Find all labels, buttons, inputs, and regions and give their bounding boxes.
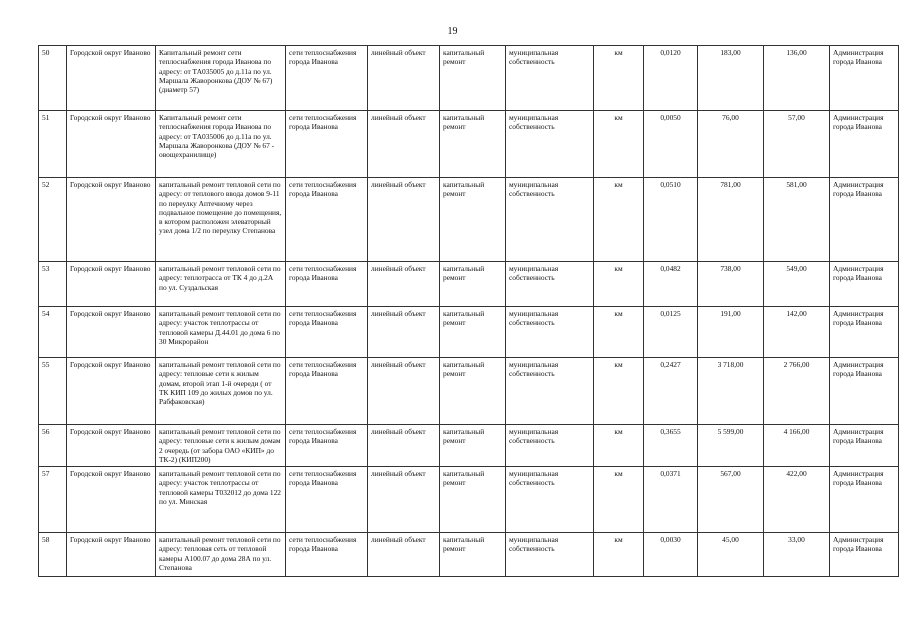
description-cell: капитальный ремонт тепловой сети по адресу: от теплового ввода домов 9-11 по переулку Аптечному через подвальное помещение до помещения, в котором расположен элеваторный узел дома 1/2 по переулку Степанова: [156, 178, 286, 262]
row-number-cell: 54: [39, 307, 67, 358]
table-row: [39, 178, 899, 262]
network-cell: сети теплоснабжения города Иванова: [286, 111, 368, 178]
value1-cell: 738,00: [698, 262, 764, 307]
network-cell: сети теплоснабжения города Иванова: [286, 467, 368, 533]
owner-cell: Администрация города Иванова: [830, 533, 899, 577]
ownership-cell: муниципальная собственность: [506, 46, 594, 111]
district-cell: Городской округ Иваново: [67, 111, 156, 178]
length-cell: 0,3655: [644, 425, 698, 467]
table-row: [39, 425, 899, 467]
object-type-cell: линейный объект: [368, 46, 440, 111]
description-cell: капитальный ремонт тепловой сети по адресу: тепловые сети к жилым домам, второй этап 1-й очереди ( от ТК КИП 109 до жилых домов по ул. Рабфаковская): [156, 358, 286, 425]
row-number-cell: 58: [39, 533, 67, 577]
description-cell: капитальный ремонт тепловой сети по адресу: участок теплотрассы от тепловой камеры Д.44.01 до дома 6 по 30 Микрорайон: [156, 307, 286, 358]
table-row: [39, 111, 899, 178]
value1-cell: 191,00: [698, 307, 764, 358]
length-cell: 0,0371: [644, 467, 698, 533]
ownership-cell: муниципальная собственность: [506, 358, 594, 425]
value1-cell: 45,00: [698, 533, 764, 577]
row-number-cell: 53: [39, 262, 67, 307]
unit-cell: км: [594, 178, 644, 262]
unit-cell: км: [594, 307, 644, 358]
table-row: [39, 467, 899, 533]
work-type-cell: капитальный ремонт: [440, 178, 506, 262]
object-type-cell: линейный объект: [368, 533, 440, 577]
description-cell: Капитальный ремонт сети теплоснабжения города Иванова по адресу: от ТА035005 до д.11а по ул. Маршала Жаворонкова (ДОУ № 67) (диаметр 57): [156, 46, 286, 111]
value2-cell: 422,00: [764, 467, 830, 533]
description-cell: капитальный ремонт тепловой сети по адресу: тепловая сеть от тепловой камеры А100.07 до дома 28А по ул. Степанова: [156, 533, 286, 577]
work-type-cell: капитальный ремонт: [440, 533, 506, 577]
value2-cell: 136,00: [764, 46, 830, 111]
value2-cell: 581,00: [764, 178, 830, 262]
district-cell: Городской округ Иваново: [67, 46, 156, 111]
object-type-cell: линейный объект: [368, 262, 440, 307]
works-table: [38, 45, 899, 577]
value1-cell: 76,00: [698, 111, 764, 178]
table-row: [39, 533, 899, 577]
value2-cell: 549,00: [764, 262, 830, 307]
row-number-cell: 56: [39, 425, 67, 467]
row-number-cell: 52: [39, 178, 67, 262]
owner-cell: Администрация города Иванова: [830, 307, 899, 358]
description-cell: Капитальный ремонт сети теплоснабжения города Иванова по адресу: от ТА035006 до д.11а по ул. Маршала Жаворонкова (ДОУ № 67 - овощехранилище): [156, 111, 286, 178]
description-cell: капитальный ремонт тепловой сети по адресу: тепловые сети к жилым домам 2 очередь (от забора ОАО «КИП» до ТК-2) (КИП200): [156, 425, 286, 467]
object-type-cell: линейный объект: [368, 467, 440, 533]
object-type-cell: линейный объект: [368, 307, 440, 358]
ownership-cell: муниципальная собственность: [506, 467, 594, 533]
length-cell: 0,0120: [644, 46, 698, 111]
table-row: [39, 262, 899, 307]
unit-cell: км: [594, 425, 644, 467]
owner-cell: Администрация города Иванова: [830, 467, 899, 533]
owner-cell: Администрация города Иванова: [830, 262, 899, 307]
owner-cell: Администрация города Иванова: [830, 425, 899, 467]
district-cell: Городской округ Иваново: [67, 467, 156, 533]
value2-cell: 4 166,00: [764, 425, 830, 467]
table-row: [39, 46, 899, 111]
object-type-cell: линейный объект: [368, 425, 440, 467]
value2-cell: 57,00: [764, 111, 830, 178]
network-cell: сети теплоснабжения города Иванова: [286, 46, 368, 111]
work-type-cell: капитальный ремонт: [440, 111, 506, 178]
description-cell: капитальный ремонт тепловой сети по адресу: участок теплотрассы от тепловой камеры Т032012 до дома 122 по ул. Минская: [156, 467, 286, 533]
ownership-cell: муниципальная собственность: [506, 425, 594, 467]
page-number: 19: [447, 26, 458, 37]
length-cell: 0,0482: [644, 262, 698, 307]
row-number-cell: 57: [39, 467, 67, 533]
value2-cell: 2 766,00: [764, 358, 830, 425]
value1-cell: 781,00: [698, 178, 764, 262]
unit-cell: км: [594, 111, 644, 178]
description-cell: капитальный ремонт тепловой сети по адресу: теплотрасса от ТК 4 до д.2А по ул. Суздальская: [156, 262, 286, 307]
value1-cell: 567,00: [698, 467, 764, 533]
work-type-cell: капитальный ремонт: [440, 358, 506, 425]
table-row: [39, 358, 899, 425]
ownership-cell: муниципальная собственность: [506, 111, 594, 178]
table-body: [39, 46, 899, 577]
district-cell: Городской округ Иваново: [67, 533, 156, 577]
work-type-cell: капитальный ремонт: [440, 46, 506, 111]
network-cell: сети теплоснабжения города Иванова: [286, 178, 368, 262]
value1-cell: 3 718,00: [698, 358, 764, 425]
network-cell: сети теплоснабжения города Иванова: [286, 533, 368, 577]
owner-cell: Администрация города Иванова: [830, 178, 899, 262]
network-cell: сети теплоснабжения города Иванова: [286, 262, 368, 307]
network-cell: сети теплоснабжения города Иванова: [286, 358, 368, 425]
district-cell: Городской округ Иваново: [67, 262, 156, 307]
unit-cell: км: [594, 533, 644, 577]
work-type-cell: капитальный ремонт: [440, 467, 506, 533]
value1-cell: 5 599,00: [698, 425, 764, 467]
district-cell: Городской округ Иваново: [67, 358, 156, 425]
row-number-cell: 51: [39, 111, 67, 178]
object-type-cell: линейный объект: [368, 178, 440, 262]
table-row: [39, 307, 899, 358]
value1-cell: 183,00: [698, 46, 764, 111]
unit-cell: км: [594, 262, 644, 307]
unit-cell: км: [594, 46, 644, 111]
owner-cell: Администрация города Иванова: [830, 358, 899, 425]
length-cell: 0,0510: [644, 178, 698, 262]
ownership-cell: муниципальная собственность: [506, 178, 594, 262]
row-number-cell: 50: [39, 46, 67, 111]
row-number-cell: 55: [39, 358, 67, 425]
work-type-cell: капитальный ремонт: [440, 425, 506, 467]
value2-cell: 33,00: [764, 533, 830, 577]
work-type-cell: капитальный ремонт: [440, 262, 506, 307]
owner-cell: Администрация города Иванова: [830, 111, 899, 178]
owner-cell: Администрация города Иванова: [830, 46, 899, 111]
ownership-cell: муниципальная собственность: [506, 533, 594, 577]
work-type-cell: капитальный ремонт: [440, 307, 506, 358]
district-cell: Городской округ Иваново: [67, 178, 156, 262]
object-type-cell: линейный объект: [368, 111, 440, 178]
district-cell: Городской округ Иваново: [67, 307, 156, 358]
network-cell: сети теплоснабжения города Иванова: [286, 307, 368, 358]
unit-cell: км: [594, 358, 644, 425]
district-cell: Городской округ Иваново: [67, 425, 156, 467]
network-cell: сети теплоснабжения города Иванова: [286, 425, 368, 467]
ownership-cell: муниципальная собственность: [506, 307, 594, 358]
value2-cell: 142,00: [764, 307, 830, 358]
length-cell: 0,2427: [644, 358, 698, 425]
length-cell: 0,0125: [644, 307, 698, 358]
unit-cell: км: [594, 467, 644, 533]
length-cell: 0,0030: [644, 533, 698, 577]
length-cell: 0,0050: [644, 111, 698, 178]
ownership-cell: муниципальная собственность: [506, 262, 594, 307]
object-type-cell: линейный объект: [368, 358, 440, 425]
